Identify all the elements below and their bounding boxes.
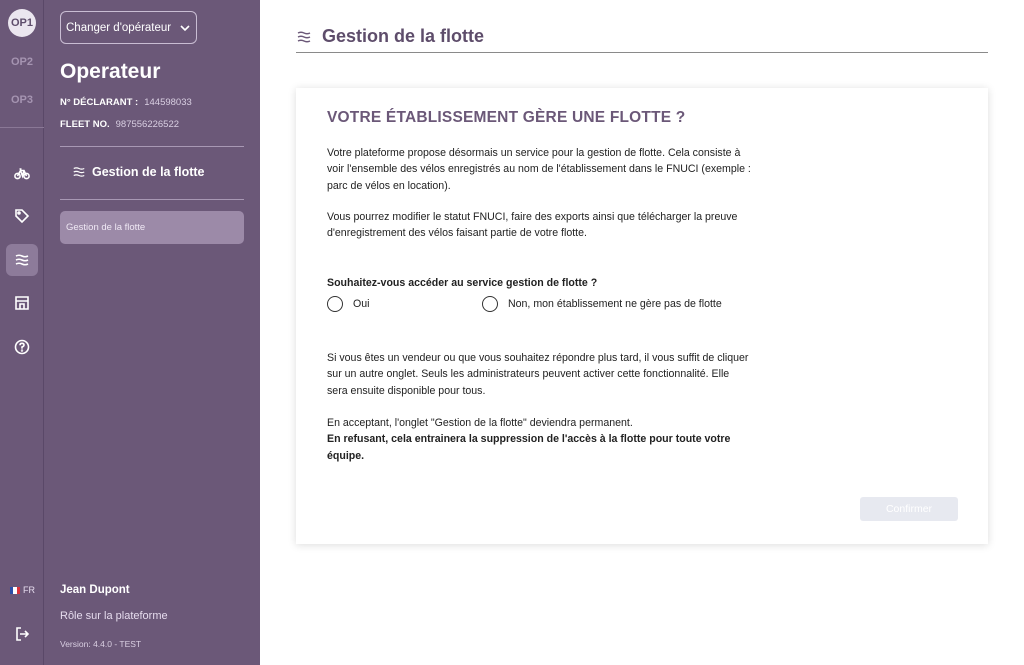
fleet-value: 987556226522 bbox=[115, 119, 180, 130]
sidebar-item-fleet-management[interactable]: Gestion de la flotte bbox=[60, 211, 244, 244]
intro-paragraph-1: Votre plateforme propose désormais un service pour la gestion de flotte. Cela consiste à voir l'ensemble des vélos enregistrés au nom de l'établissement dans le FNUCI (exemple : parc de vélos en location). bbox=[327, 147, 751, 192]
language-label: FR bbox=[23, 585, 35, 595]
language-selector[interactable] bbox=[10, 585, 35, 595]
flag-fr-icon bbox=[10, 587, 20, 594]
radio-label: Non, mon établissement ne gère pas de flotte bbox=[508, 298, 722, 310]
operator-badge-op1[interactable] bbox=[8, 9, 36, 37]
panel-divider bbox=[60, 146, 244, 147]
chevron-down-icon bbox=[179, 22, 191, 34]
declarant-info bbox=[60, 97, 192, 108]
panel-section-title bbox=[72, 165, 205, 179]
card-heading: VOTRE ÉTABLISSEMENT GÈRE UNE FLOTTE ? bbox=[327, 109, 686, 126]
declarant-label: N° DÉCLARANT : bbox=[60, 97, 139, 108]
operator-badge-label: OP2 bbox=[10, 56, 33, 68]
info-paragraph-1: Si vous êtes un vendeur ou que vous souhaitez répondre plus tard, il vous suffit de cliquer sur un autre onglet. Seuls les administrateurs peuvent activer cette fonctionnalité. Elle sera ensuite disponible pour tous. bbox=[327, 352, 749, 397]
radio-option-yes[interactable] bbox=[327, 296, 370, 312]
user-role: Rôle sur la plateforme bbox=[60, 610, 168, 622]
fleet-icon bbox=[296, 29, 312, 45]
help-icon[interactable] bbox=[6, 331, 38, 363]
fleet-icon bbox=[72, 165, 86, 179]
radio-button[interactable] bbox=[327, 296, 343, 312]
user-name: Jean Dupont bbox=[60, 584, 130, 596]
info-paragraph-2 bbox=[327, 415, 752, 464]
bicycle-icon[interactable] bbox=[6, 157, 38, 189]
switch-operator-label: Changer d'opérateur bbox=[66, 21, 172, 34]
page-title bbox=[296, 26, 484, 47]
info-refuse-line: En refusant, cela entrainera la suppression de l'accès à la flotte pour toute votre équipe. bbox=[327, 433, 731, 462]
operator-badge-op2[interactable] bbox=[8, 48, 36, 76]
radio-option-no[interactable] bbox=[482, 296, 722, 312]
access-question: Souhaitez-vous accéder au service gestion de flotte ? bbox=[327, 277, 598, 289]
intro-paragraph-2: Vous pourrez modifier le statut FNUCI, faire des exports ainsi que télécharger la preuve d'enregistrement des vélos faisant partie de votre flotte. bbox=[327, 211, 738, 240]
rail-divider bbox=[0, 127, 44, 128]
tag-icon[interactable] bbox=[6, 200, 38, 232]
operator-name: Operateur bbox=[60, 60, 161, 83]
logout-icon[interactable] bbox=[6, 618, 38, 650]
panel-divider bbox=[60, 199, 244, 200]
switch-operator-button[interactable] bbox=[60, 11, 197, 44]
operator-badge-label: OP1 bbox=[10, 17, 33, 29]
icon-rail bbox=[0, 0, 44, 665]
page-title-label: Gestion de la flotte bbox=[322, 26, 485, 46]
info-accept-line: En acceptant, l'onglet "Gestion de la flotte" deviendra permanent. bbox=[327, 417, 633, 429]
store-icon[interactable] bbox=[6, 287, 38, 319]
fleet-label: FLEET NO. bbox=[60, 119, 110, 130]
declarant-value: 144598033 bbox=[144, 97, 192, 108]
fleet-info bbox=[60, 119, 179, 130]
title-divider bbox=[296, 52, 988, 53]
confirm-button[interactable]: Confirmer bbox=[860, 497, 958, 521]
fleet-opt-in-card bbox=[296, 88, 988, 544]
radio-button[interactable] bbox=[482, 296, 498, 312]
side-panel bbox=[44, 0, 260, 665]
fleet-icon[interactable] bbox=[6, 244, 38, 276]
radio-label: Oui bbox=[353, 298, 370, 310]
operator-badge-label: OP3 bbox=[10, 94, 33, 106]
section-title-label: Gestion de la flotte bbox=[92, 165, 205, 179]
version-label: Version: 4.4.0 - TEST bbox=[60, 639, 142, 649]
operator-badge-op3[interactable] bbox=[8, 86, 36, 114]
